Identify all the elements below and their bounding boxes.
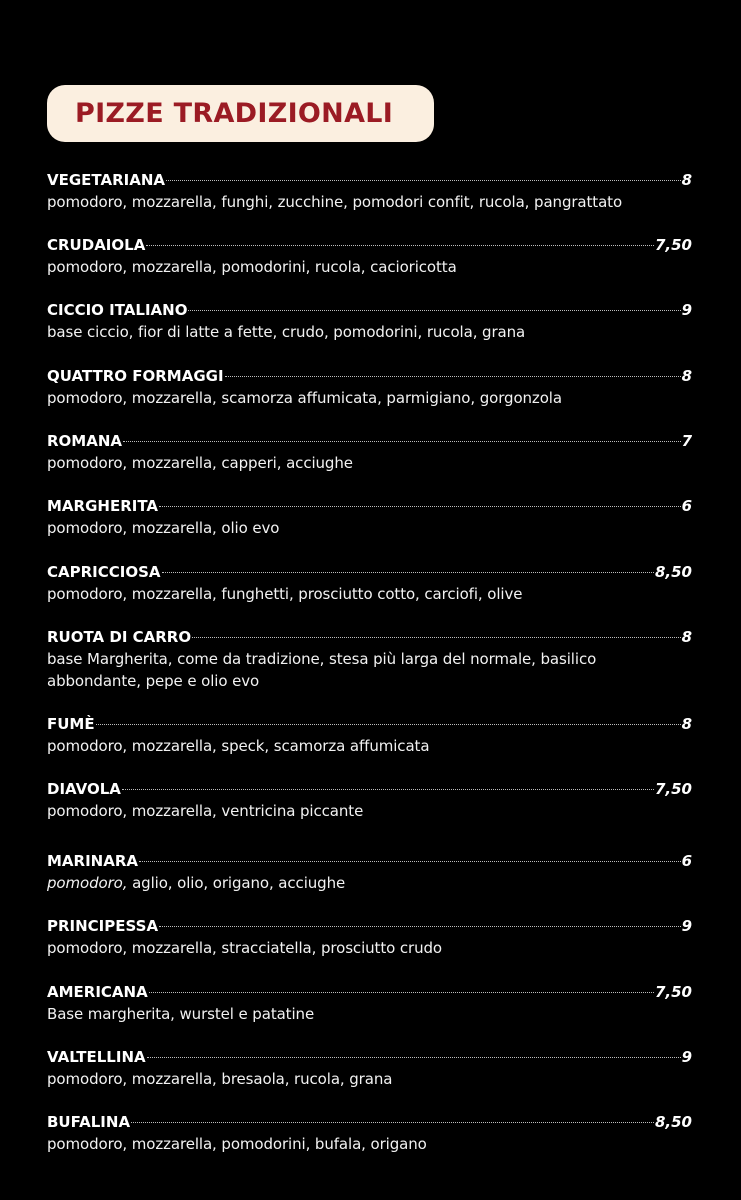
menu-item-price: 9 xyxy=(681,917,692,935)
menu-item-name: CRUDAIOLA xyxy=(47,236,146,254)
menu-item-header xyxy=(47,366,692,386)
menu-item-crudaiola xyxy=(47,235,692,278)
menu-item-price: 7,50 xyxy=(654,983,692,1001)
menu-item-name: MARGHERITA xyxy=(47,497,159,515)
dotted-leader xyxy=(192,637,680,638)
menu-item-name: AMERICANA xyxy=(47,983,148,1001)
dotted-leader xyxy=(159,506,681,507)
menu-item-marinara xyxy=(47,851,692,894)
dotted-leader xyxy=(122,789,654,790)
menu-item-name: RUOTA DI CARRO xyxy=(47,628,192,646)
menu-item-header xyxy=(47,1047,692,1067)
menu-item-header xyxy=(47,916,692,936)
menu-item-name: QUATTRO FORMAGGI xyxy=(47,367,224,385)
dotted-leader xyxy=(123,441,681,442)
menu-item-description-rest: aglio, olio, origano, acciughe xyxy=(127,874,346,892)
menu-item-header xyxy=(47,982,692,1002)
menu-item-price: 9 xyxy=(681,1048,692,1066)
menu-item-name: PRINCIPESSA xyxy=(47,917,159,935)
menu-item-bufalina xyxy=(47,1112,692,1155)
menu-item-description: pomodoro, mozzarella, stracciatella, prosciutto crudo xyxy=(47,939,442,957)
menu-item-quattro-formaggi xyxy=(47,366,692,409)
menu-item-price: 8 xyxy=(681,628,692,646)
menu-item-name: CICCIO ITALIANO xyxy=(47,301,188,319)
menu-item-americana xyxy=(47,982,692,1025)
dotted-leader xyxy=(225,376,681,377)
dotted-leader xyxy=(139,861,681,862)
menu-item-name: DIAVOLA xyxy=(47,780,121,798)
menu-item-header xyxy=(47,779,692,799)
menu-item-price: 7,50 xyxy=(654,236,692,254)
dotted-leader xyxy=(149,992,654,993)
dotted-leader xyxy=(188,310,680,311)
menu-item-price: 8 xyxy=(681,367,692,385)
menu-item-description: pomodoro, mozzarella, scamorza affumicata, parmigiano, gorgonzola xyxy=(47,389,562,407)
menu-item-description: pomodoro, mozzarella, funghi, zucchine, pomodori confit, rucola, pangrattato xyxy=(47,193,623,211)
menu-item-diavola xyxy=(47,779,692,822)
menu-item-name: MARINARA xyxy=(47,852,138,870)
menu-item-header xyxy=(47,170,692,190)
menu-item-header xyxy=(47,300,692,320)
menu-item-margherita xyxy=(47,496,692,539)
menu-item-header xyxy=(47,562,692,582)
menu-item-price: 6 xyxy=(681,497,692,515)
menu-item-description: pomodoro, mozzarella, speck, scamorza affumicata xyxy=(47,737,430,755)
dotted-leader xyxy=(162,572,654,573)
menu-item-header xyxy=(47,627,692,647)
menu-item-header xyxy=(47,496,692,516)
menu-item-header xyxy=(47,431,692,451)
menu-item-name: BUFALINA xyxy=(47,1113,131,1131)
menu-item-vegetariana xyxy=(47,170,692,213)
menu-item-price: 7,50 xyxy=(654,780,692,798)
menu-item-name: CAPRICCIOSA xyxy=(47,563,161,581)
menu-item-header xyxy=(47,235,692,255)
menu-item-description: Base margherita, wurstel e patatine xyxy=(47,1005,315,1023)
menu-item-fume xyxy=(47,714,692,757)
menu-item-description xyxy=(47,872,692,894)
menu-item-description: pomodoro, mozzarella, bresaola, rucola, grana xyxy=(47,1070,393,1088)
menu-item-price: 6 xyxy=(681,852,692,870)
menu-item-description: pomodoro, mozzarella, pomodorini, bufala, origano xyxy=(47,1135,427,1153)
menu-item-name: ROMANA xyxy=(47,432,122,450)
menu-item-name: VALTELLINA xyxy=(47,1048,146,1066)
dotted-leader xyxy=(166,180,681,181)
menu-item-principessa xyxy=(47,916,692,959)
menu-item-price: 7 xyxy=(681,432,692,450)
menu-item-name: FUMÈ xyxy=(47,715,95,733)
menu-item-name: VEGETARIANA xyxy=(47,171,165,189)
menu-item-description: base Margherita, come da tradizione, stesa più larga del normale, basilico abbondante, pepe e olio evo xyxy=(47,650,597,690)
menu-item-price: 9 xyxy=(681,301,692,319)
menu-item-ciccio-italiano xyxy=(47,300,692,343)
menu-item-price: 8,50 xyxy=(654,563,692,581)
menu-item-capricciosa xyxy=(47,562,692,605)
menu-item-valtellina xyxy=(47,1047,692,1090)
menu-item-description: pomodoro, mozzarella, funghetti, prosciutto cotto, carciofi, olive xyxy=(47,585,523,603)
menu-item-description: pomodoro, mozzarella, ventricina piccante xyxy=(47,802,364,820)
menu-item-description: base ciccio, fior di latte a fette, crudo, pomodorini, rucola, grana xyxy=(47,323,526,341)
section-title-badge xyxy=(47,85,434,142)
dotted-leader xyxy=(146,245,654,246)
menu-item-header xyxy=(47,851,692,871)
menu-item-description: pomodoro, mozzarella, capperi, acciughe xyxy=(47,454,353,472)
dotted-leader xyxy=(159,926,681,927)
menu-item-header xyxy=(47,1112,692,1132)
menu-item-romana xyxy=(47,431,692,474)
section-title: PIZZE TRADIZIONALI xyxy=(75,98,394,129)
dotted-leader xyxy=(131,1122,654,1123)
menu-item-ruota-di-carro xyxy=(47,627,692,692)
menu-item-header xyxy=(47,714,692,734)
menu-item-description: pomodoro, mozzarella, olio evo xyxy=(47,519,280,537)
dotted-leader xyxy=(96,724,681,725)
menu-item-description: pomodoro, mozzarella, pomodorini, rucola, cacioricotta xyxy=(47,258,457,276)
menu-item-price: 8,50 xyxy=(654,1113,692,1131)
menu-item-price: 8 xyxy=(681,171,692,189)
menu-item-description-italic: pomodoro, xyxy=(47,874,128,892)
menu-item-price: 8 xyxy=(681,715,692,733)
dotted-leader xyxy=(147,1057,681,1058)
